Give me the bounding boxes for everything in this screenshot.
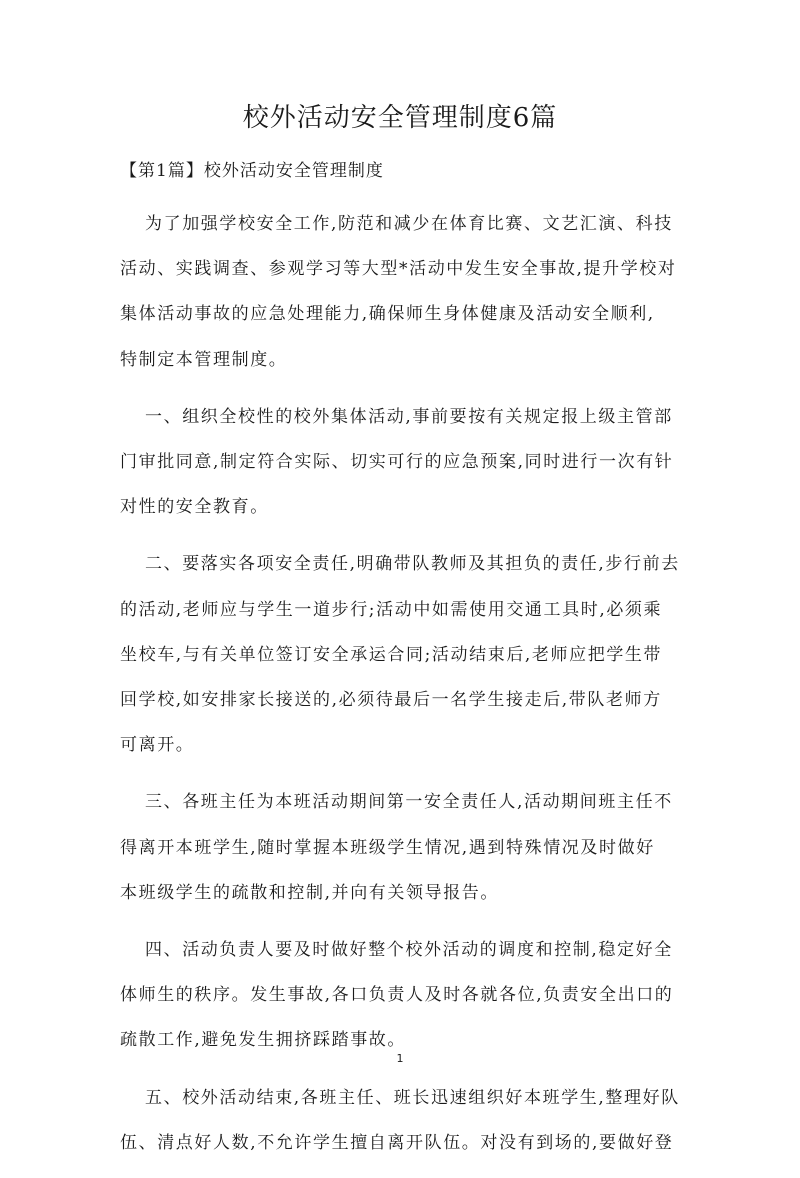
section-heading: 【第1篇】校外活动安全管理制度 [120,161,384,181]
paragraph-line: 五、校外活动结束,各班主任、班长迅速组织好本班学生,整理好队 [145,1087,680,1108]
paragraph-intro [120,202,683,383]
paragraph-item-3 [120,780,683,916]
document-title: 校外活动安全管理制度6篇 [242,103,558,133]
paragraph-line: 的活动,老师应与学生一道步行;活动中如需使用交通工具时,必须乘 [120,599,663,620]
paragraph-item-5 [120,1076,683,1166]
paragraph-line: 可离开。 [120,735,195,756]
paragraph-line: 三、各班主任为本班活动期间第一安全责任人,活动期间班主任不 [145,792,673,813]
paragraph-item-2 [120,542,683,768]
paragraph-line: 集体活动事故的应急处理能力,确保师生身体健康及活动安全顺利, [120,304,655,325]
paragraph-line: 特制定本管理制度。 [120,349,288,370]
paragraph-line: 活动、实践调查、参观学习等大型*活动中发生安全事故,提升学校对 [120,259,677,280]
paragraph-line: 伍、清点好人数,不允许学生擅自离开队伍。对没有到场的,要做好登 [120,1132,674,1153]
paragraph-line: 对性的安全教育。 [120,497,269,518]
paragraph-line: 为了加强学校安全工作,防范和减少在体育比赛、文艺汇演、科技 [145,214,673,234]
paragraph-line: 本班级学生的疏散和控制,并向有关领导报告。 [120,882,500,903]
document-body [120,202,683,1178]
paragraph-line: 门审批同意,制定符合实际、切实可行的应急预案,同时进行一次有针 [120,452,674,473]
paragraph-line: 一、组织全校性的校外集体活动,事前要按有关规定报上级主管部 [145,406,673,427]
paragraph-item-1 [120,395,683,531]
paragraph-line: 回学校,如安排家长接送的,必须待最后一名学生接走后,带队老师方 [120,690,662,711]
paragraph-line: 坐校车,与有关单位签订安全承运合同;活动结束后,老师应把学生带 [120,644,663,665]
paragraph-line: 体师生的秩序。发生事故,各口负责人及时各就各位,负责安全出口的 [120,985,674,1006]
paragraph-line: 四、活动负责人要及时做好整个校外活动的调度和控制,稳定好全 [145,940,673,961]
paragraph-item-4 [120,928,683,1064]
paragraph-line: 疏散工作,避免发生拥挤踩踏事故。 [120,1030,407,1051]
paragraph-line: 二、要落实各项安全责任,明确带队教师及其担负的责任,步行前去 [145,554,680,575]
paragraph-line: 得离开本班学生,随时掌握本班级学生情况,遇到特殊情况及时做好 [120,837,655,858]
page-number: 1 [396,1052,404,1065]
